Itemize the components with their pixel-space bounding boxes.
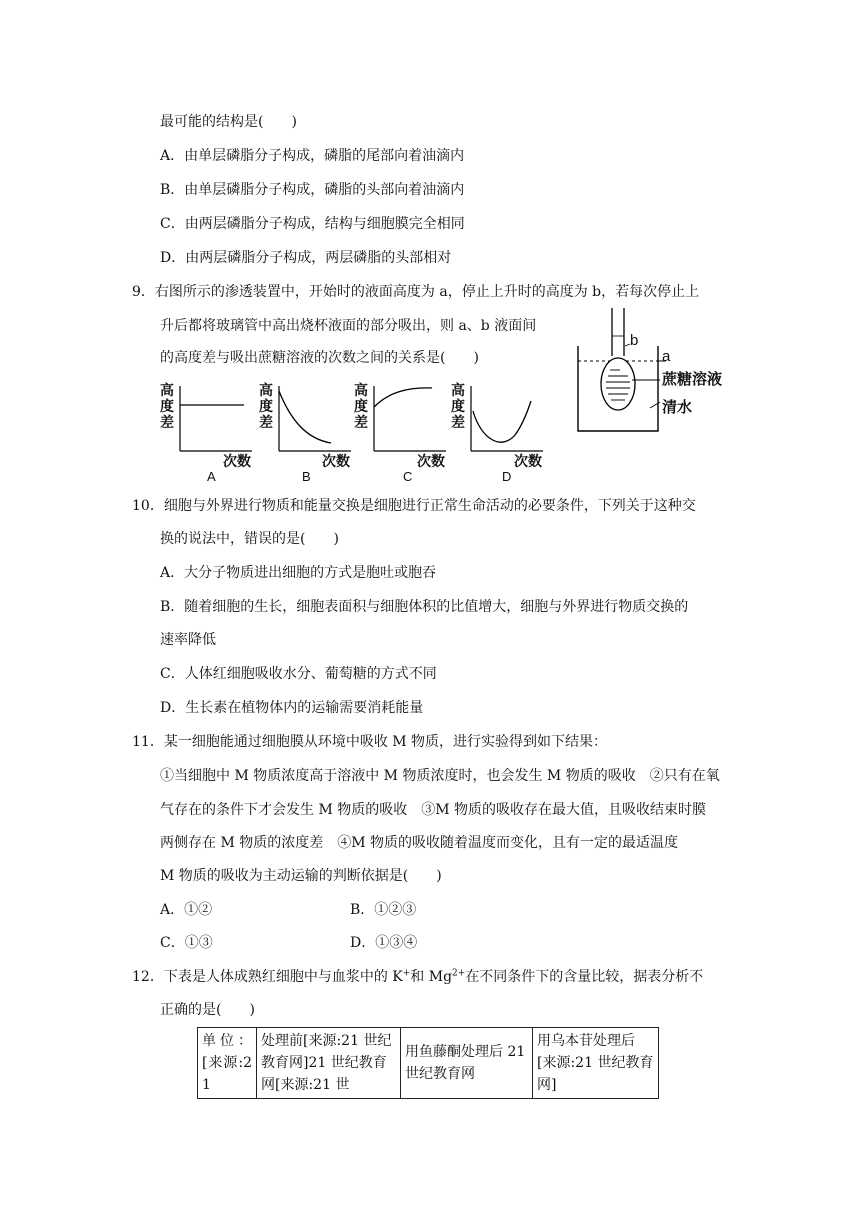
q9-line-1: 9．右图所示的渗透装置中，开始时的液面高度为 a，停止上升时的高度为 b，若每次停止上: [132, 284, 700, 300]
table-header-cell-before: 处理前[来源:21 世纪教育网]21 世纪教育网[来源:21 世: [257, 1028, 401, 1099]
graph-d: [451, 383, 545, 484]
apparatus-drawing: [570, 306, 750, 436]
graph-c: [354, 383, 448, 484]
k-superscript: +: [402, 968, 411, 979]
apparatus-label-a: a: [662, 348, 671, 365]
q8-option-c: C．由两层磷脂分子构成，结构与细胞膜完全相同: [160, 216, 465, 232]
graph-c-xlabel: 次数: [417, 454, 445, 470]
q10-line-1: 10．细胞与外界进行物质和能量交换是细胞进行正常生命活动的必要条件，下列关于这种交: [132, 498, 696, 514]
q12-text-a: 12．下表是人体成熟红细胞中与血浆中的 K: [132, 969, 403, 985]
graph-d-ylabel: 高度差: [451, 383, 465, 431]
graph-b-xlabel: 次数: [322, 454, 350, 470]
q12-line-2: 正确的是( ): [160, 1002, 255, 1018]
graph-d-letter: D: [502, 469, 512, 484]
q8-option-d: D．由两层磷脂分子构成，两层磷脂的头部相对: [160, 250, 452, 266]
graph-d-xlabel: 次数: [514, 454, 542, 470]
mg-superscript: 2+: [452, 968, 466, 979]
table-header-row: [198, 1028, 659, 1099]
apparatus-label-solution: 蔗糖溶液: [662, 370, 723, 388]
q11-option-a: A．①②: [160, 902, 213, 918]
graph-a-xlabel: 次数: [223, 454, 251, 470]
graph-b-letter: B: [302, 469, 311, 484]
osmosis-apparatus: [570, 306, 750, 436]
q11-line-5: M 物质的吸收为主动运输的判断依据是( ): [160, 868, 442, 884]
q11-line-2: ①当细胞中 M 物质浓度高于溶液中 M 物质浓度时，也会发生 M 物质的吸收 ②只有在氧: [160, 768, 720, 784]
graph-b-ylabel: 高度差: [259, 383, 273, 431]
table-header-cell-unit: 单位：[来源:21: [198, 1028, 257, 1099]
q9-line-2: 升后都将玻璃管中高出烧杯液面的部分吸出，则 a、b 液面间: [160, 318, 537, 334]
graph-c-ylabel: 高度差: [354, 383, 368, 431]
q11-option-b: B．①②③: [350, 902, 417, 918]
q11-line-4: 两侧存在 M 物质的浓度差 ④M 物质的吸收随着温度而变化，且有一定的最适温度: [160, 835, 679, 851]
q11-option-d: D．①③④: [350, 935, 418, 951]
table-header-cell-ouabain: 用乌本苷处理后[来源:21 世纪教育网]: [533, 1028, 659, 1099]
apparatus-label-b: b: [630, 332, 639, 349]
graph-c-letter: C: [403, 469, 413, 484]
graph-a-letter: A: [207, 469, 216, 484]
q11-line-1: 11．某一细胞能通过细胞膜从环境中吸收 M 物质，进行实验得到如下结果：: [132, 734, 608, 750]
q12-text-c: 在不同条件下的含量比较，据表分析不: [465, 969, 704, 985]
q10-option-b-1: B．随着细胞的生长，细胞表面积与细胞体积的比值增大，细胞与外界进行物质交换的: [160, 599, 689, 615]
graph-b: [259, 383, 353, 484]
q10-line-2: 换的说法中，错误的是( ): [160, 531, 339, 547]
q11-line-3: 气存在的条件下才会发生 M 物质的吸收 ③M 物质的吸收存在最大值，且吸收结束时膜: [160, 802, 707, 818]
q10-option-d: D．生长素在植物体内的运输需要消耗能量: [160, 700, 424, 716]
q8-stem-end: 最可能的结构是( ): [160, 114, 297, 130]
graph-a: [160, 383, 254, 484]
apparatus-label-water: 清水: [662, 398, 693, 416]
q12-line-1: [132, 967, 703, 987]
q12-table: [197, 1027, 659, 1099]
table-header-cell-rotenone: 用鱼藤酮处理后 21 世纪教育网: [401, 1028, 533, 1099]
graph-a-ylabel: 高度差: [160, 383, 174, 431]
q11-option-c: C．①③: [160, 935, 213, 951]
q9-line-3: 的高度差与吸出蔗糖溶液的次数之间的关系是( ): [160, 350, 479, 366]
q10-option-b-2: 速率降低: [160, 632, 216, 648]
q8-option-a: A．由单层磷脂分子构成，磷脂的尾部向着油滴内: [160, 148, 465, 164]
q8-option-b: B．由单层磷脂分子构成，磷脂的头部向着油滴内: [160, 182, 465, 198]
q12-text-b: 和 Mg: [410, 969, 453, 985]
q10-option-a: A．大分子物质进出细胞的方式是胞吐或胞吞: [160, 565, 437, 581]
q10-option-c: C．人体红细胞吸收水分、葡萄糖的方式不同: [160, 666, 437, 682]
